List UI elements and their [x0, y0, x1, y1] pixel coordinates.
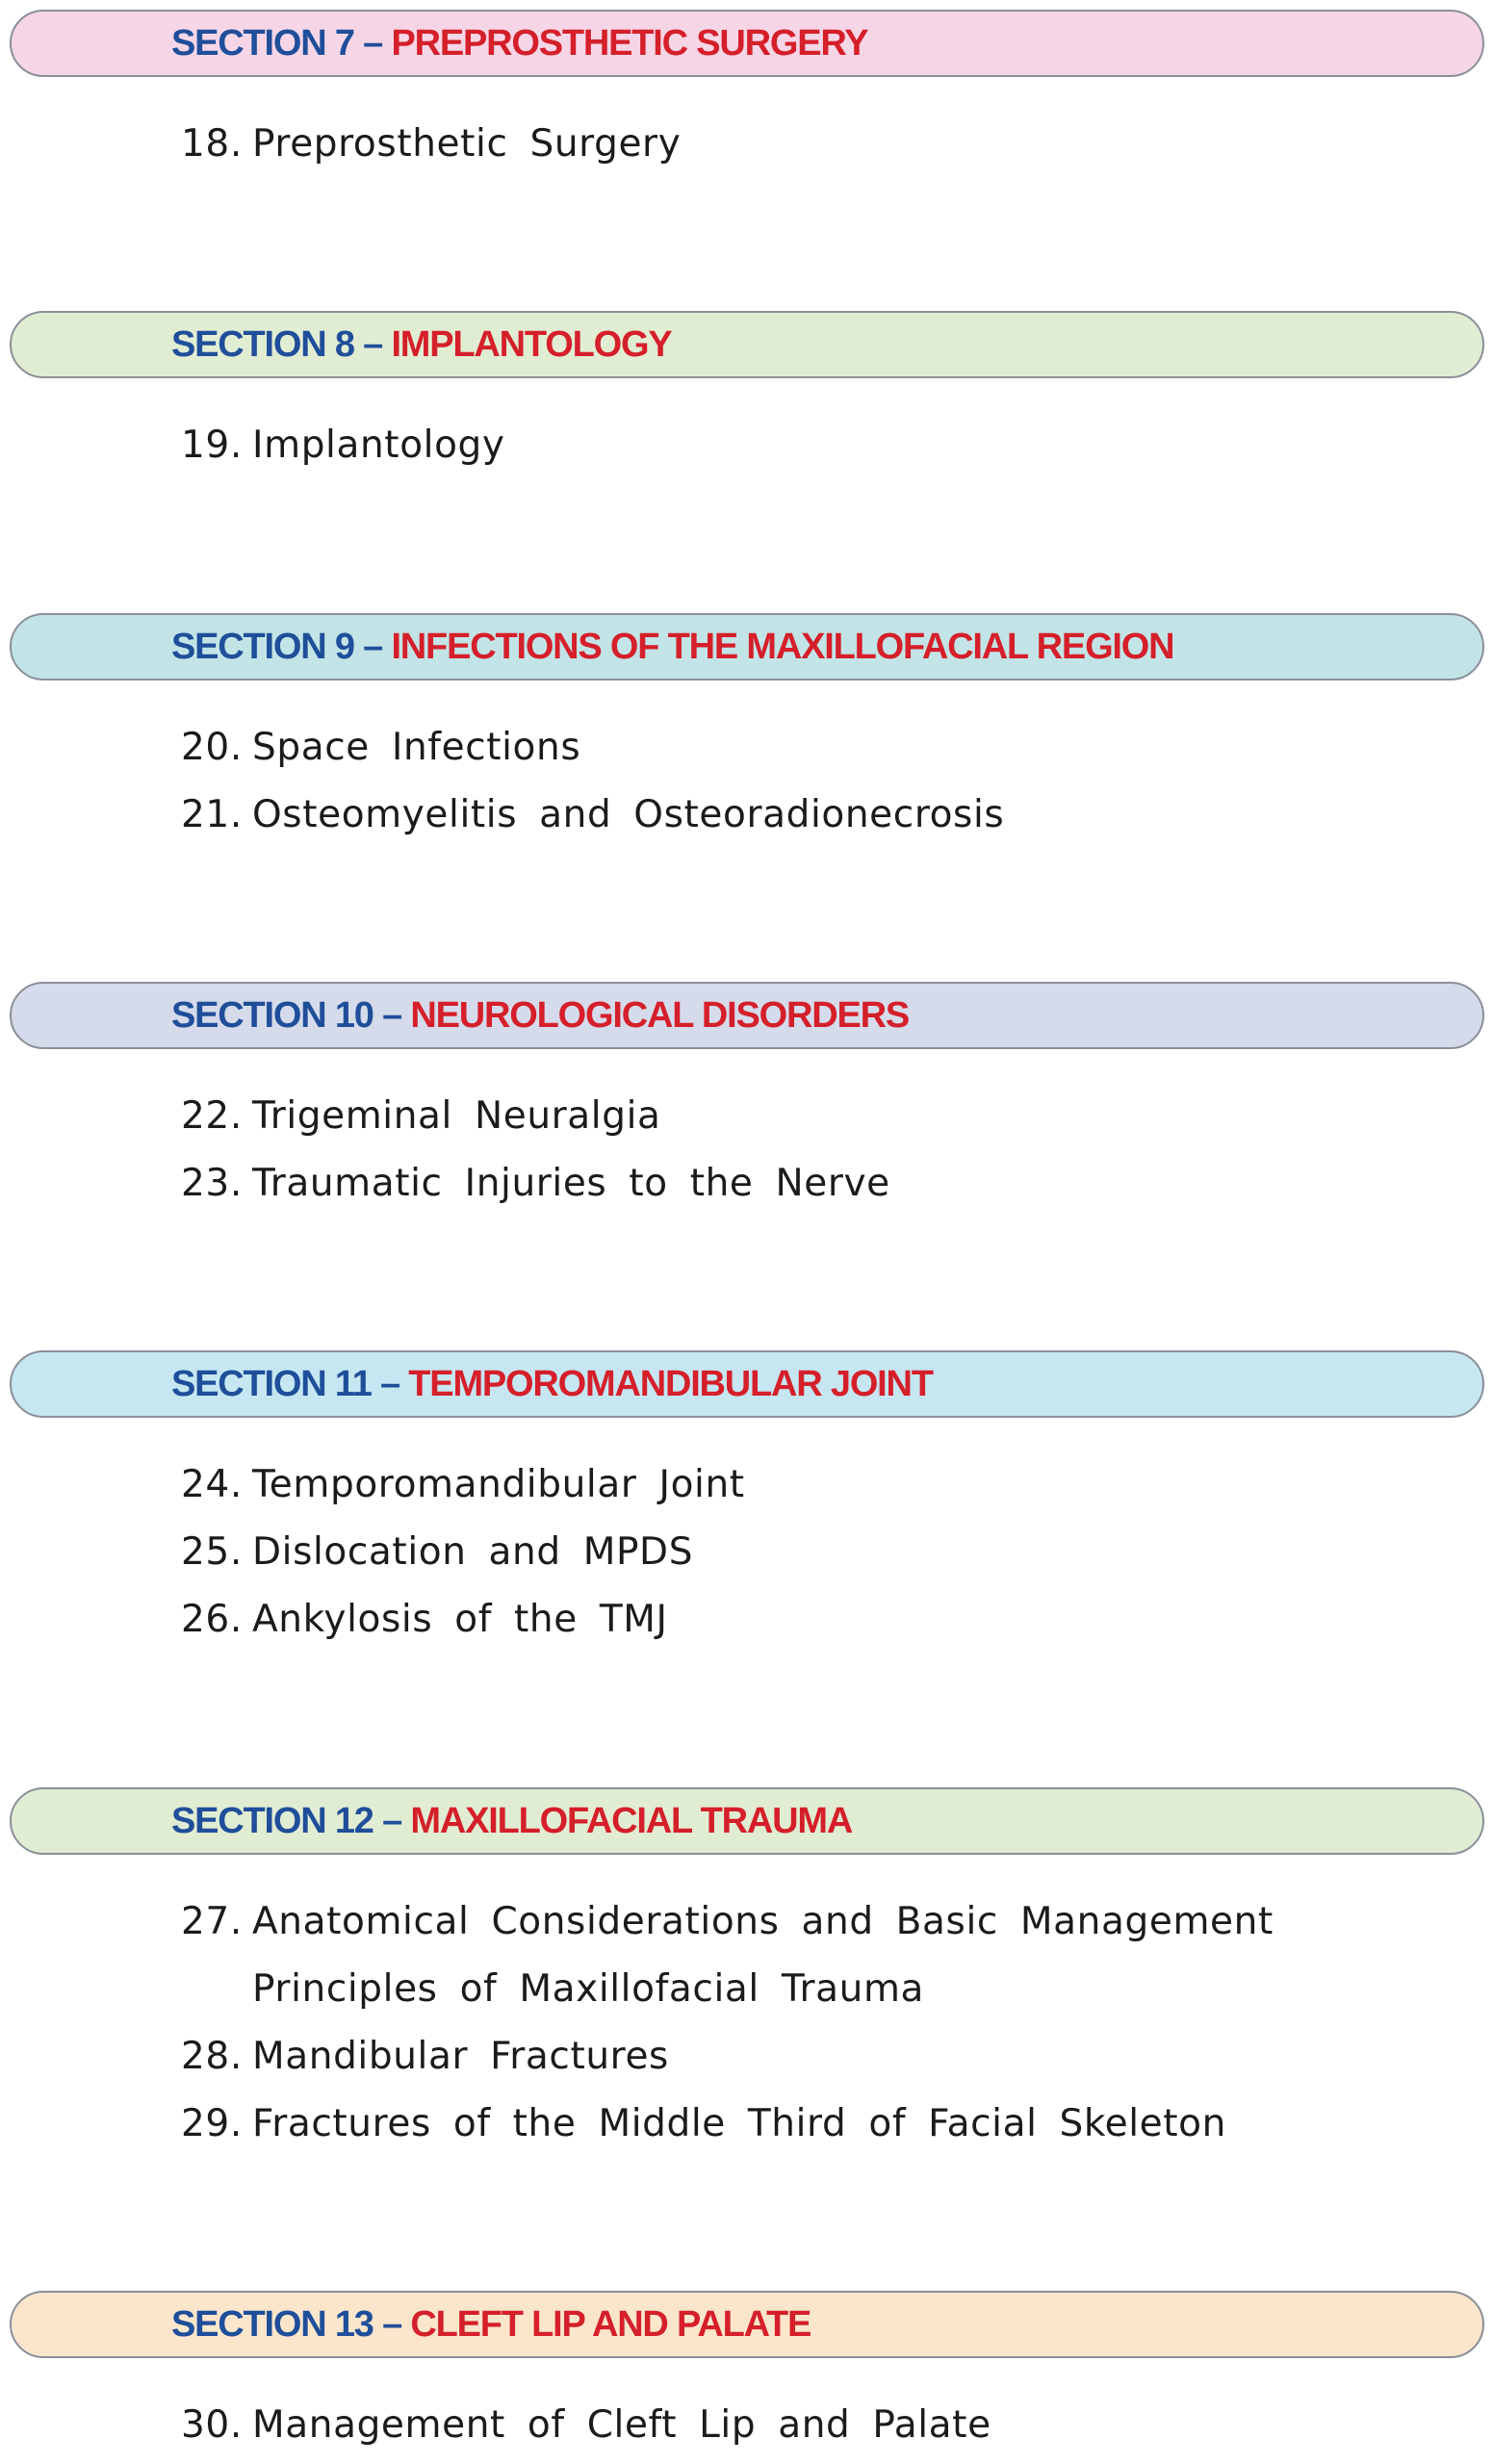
section-name: MAXILLOFACIAL TRAUMA [410, 1801, 853, 1841]
section-number: SECTION 8 [171, 324, 354, 365]
section-dash: – [363, 23, 383, 64]
chapter-title: Management of Cleft Lip and Palate [252, 2403, 991, 2447]
chapter-number: 21. [181, 793, 243, 836]
chapter-number: 23. [181, 1162, 243, 1205]
section-9-heading [171, 613, 1173, 680]
section-number: SECTION 12 [171, 1801, 373, 1841]
section-number: SECTION 13 [171, 2304, 373, 2345]
chapter-title-continuation: Principles of Maxillofacial Trauma [252, 1967, 925, 2011]
chapter-21 [181, 786, 1004, 844]
section-dash: – [382, 2304, 402, 2345]
chapter-title: Preprosthetic Surgery [252, 122, 682, 166]
chapter-title: Ankylosis of the TMJ [252, 1598, 668, 1641]
chapter-18 [181, 116, 681, 173]
chapter-number: 20. [181, 726, 243, 769]
chapter-number: 25. [181, 1530, 243, 1574]
chapter-19 [181, 417, 505, 475]
section-number: SECTION 11 [171, 1364, 372, 1404]
section-number: SECTION 7 [171, 23, 354, 64]
chapter-30 [181, 2397, 991, 2454]
section-11-heading [171, 1350, 933, 1418]
chapter-20 [181, 719, 580, 777]
chapter-number: 28. [181, 2035, 243, 2078]
section-name: TEMPOROMANDIBULAR JOINT [408, 1364, 933, 1404]
section-dash: – [382, 995, 402, 1036]
chapter-number: 29. [181, 2102, 243, 2145]
section-dash: – [363, 324, 383, 365]
chapter-27 [181, 1893, 1274, 1951]
section-name: CLEFT LIP AND PALATE [410, 2304, 811, 2345]
chapter-number: 24. [181, 1463, 243, 1506]
chapter-number: 19. [181, 424, 243, 467]
chapter-25 [181, 1524, 693, 1581]
section-dash: – [380, 1364, 399, 1404]
section-name: NEUROLOGICAL DISORDERS [410, 995, 909, 1036]
chapter-title: Mandibular Fractures [252, 2035, 669, 2078]
chapter-number: 22. [181, 1094, 243, 1138]
chapter-number: 27. [181, 1900, 243, 1943]
section-8-heading [171, 311, 671, 378]
section-12-heading [171, 1787, 852, 1855]
chapter-title: Osteomyelitis and Osteoradionecrosis [252, 793, 1005, 836]
section-name: IMPLANTOLOGY [391, 324, 672, 365]
chapter-title: Anatomical Considerations and Basic Management [252, 1900, 1274, 1943]
chapter-title: Dislocation and MPDS [252, 1530, 694, 1574]
section-7-heading [171, 10, 867, 77]
chapter-27-continuation [252, 1961, 924, 2018]
chapter-24 [181, 1456, 745, 1514]
chapter-title: Fractures of the Middle Third of Facial Skeleton [252, 2102, 1226, 2145]
section-number: SECTION 10 [171, 995, 373, 1036]
chapter-number: 30. [181, 2403, 243, 2447]
chapter-title: Implantology [252, 424, 505, 467]
chapter-title: Trigeminal Neuralgia [252, 1094, 661, 1138]
section-dash: – [363, 627, 383, 667]
chapter-23 [181, 1155, 890, 1213]
chapter-title: Temporomandibular Joint [252, 1463, 745, 1506]
section-dash: – [382, 1801, 402, 1841]
section-name: PREPROSTHETIC SURGERY [391, 23, 868, 64]
chapter-29 [181, 2095, 1226, 2153]
section-number: SECTION 9 [171, 627, 354, 667]
chapter-28 [181, 2028, 669, 2086]
chapter-22 [181, 1088, 661, 1145]
section-10-heading [171, 982, 909, 1049]
chapter-number: 18. [181, 122, 243, 166]
chapter-title: Traumatic Injuries to the Nerve [252, 1162, 890, 1205]
section-name: INFECTIONS OF THE MAXILLOFACIAL REGION [391, 627, 1174, 667]
section-13-heading [171, 2291, 811, 2358]
chapter-title: Space Infections [252, 726, 581, 769]
chapter-number: 26. [181, 1598, 243, 1641]
chapter-26 [181, 1591, 668, 1649]
